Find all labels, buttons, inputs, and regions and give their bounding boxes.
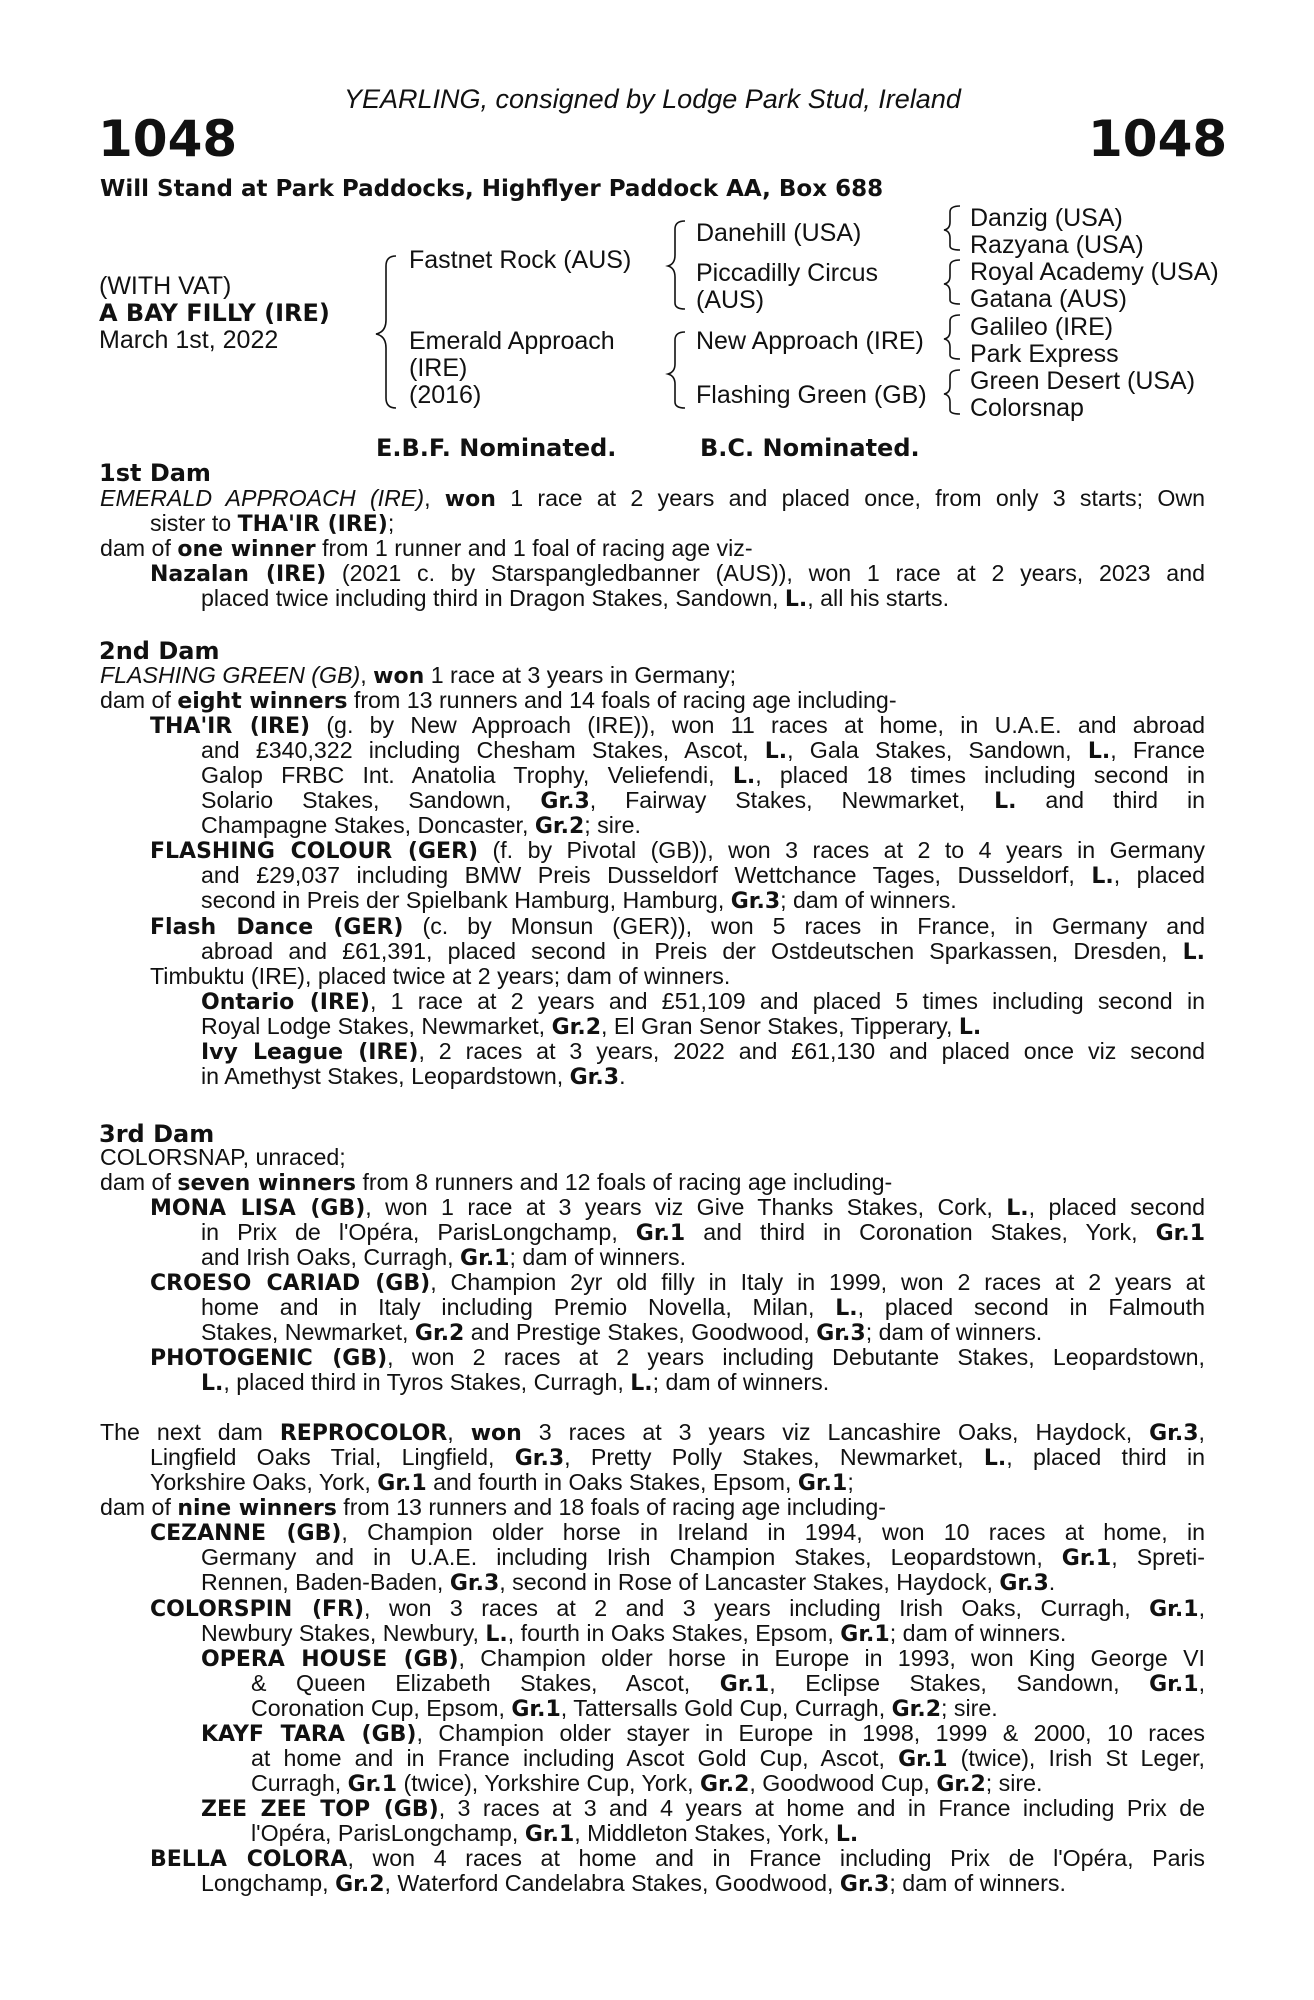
bold-text: L. [630, 1371, 653, 1396]
pedigree-g3-3: Royal Academy (USA) [970, 258, 1219, 286]
bold-text: Gr.1 [1061, 1546, 1112, 1571]
vat-note: (WITH VAT) [99, 272, 232, 300]
text-line [100, 536, 1205, 561]
bold-text: L. [835, 1822, 859, 1847]
text-run: , placed third in Tyros Stakes, Curragh, [223, 1369, 631, 1395]
text-run: and fourth in Oaks Stakes, Epsom, [426, 1469, 798, 1495]
text-line [201, 1570, 1205, 1595]
text-run: , Gala Stakes, Sandown, [787, 737, 1088, 763]
text-run: ; [847, 1469, 854, 1495]
text-run: placed twice including third in Dragon Stakes, Sandown, [201, 585, 785, 611]
ebf-nomination: E.B.F. Nominated. [376, 434, 617, 462]
text-run: (f. by Pivotal (GB)), won 3 races at 2 to 4 years in Germany [478, 837, 1205, 863]
text-run: and Prestige Stakes, Goodwood, [464, 1319, 817, 1345]
bold-text: one winner [177, 537, 316, 562]
text-run: Coronation Cup, Epsom, [251, 1695, 512, 1721]
text-line [100, 1420, 1205, 1445]
bold-text: Gr.1 [797, 1471, 848, 1496]
bold-text: L. [784, 587, 808, 612]
text-run: dam of [100, 535, 178, 561]
text-line [201, 813, 1205, 838]
text-run: , won 3 races at 2 and 3 years including Irish Oaks, Curragh, [364, 1595, 1150, 1621]
text-run: Curragh, [251, 1770, 348, 1796]
foaling-date: March 1st, 2022 [99, 326, 279, 354]
bold-text: L. [1182, 940, 1205, 965]
bold-text: L. [983, 1446, 1007, 1471]
text-run: and third in Coronation Stakes, York, [685, 1219, 1156, 1245]
text-run: , Eclipse Stakes, Sandown, [769, 1670, 1150, 1696]
text-run: and Irish Oaks, Curragh, [201, 1244, 461, 1270]
text-run: & Queen Elizabeth Stakes, Ascot, [251, 1670, 720, 1696]
text-line [100, 663, 1205, 688]
bc-nomination: B.C. Nominated. [700, 434, 920, 462]
text-run: 1 race at 2 years and placed once, from only 3 starts; Own [495, 485, 1205, 511]
text-run: Champagne Stakes, Doncaster, [201, 812, 535, 838]
bold-text: BELLA COLORA [150, 1847, 348, 1872]
bold-text: Gr.2 [534, 814, 585, 839]
text-line [251, 1771, 1205, 1796]
text-run: dam of [100, 1169, 178, 1195]
text-run: , won 4 races at home and in France including Prix de l'Opéra, Paris [347, 1845, 1205, 1871]
bold-text: Gr.2 [699, 1772, 750, 1797]
bold-text: Gr.2 [551, 1015, 601, 1040]
text-run: , placed 18 times including second in [755, 762, 1205, 788]
bold-text: Gr.1 [898, 1747, 948, 1772]
bold-text: CEZANNE (GB) [150, 1521, 342, 1546]
bold-text: CROESO CARIAD (GB) [150, 1271, 431, 1296]
bold-text: THA'IR (IRE) [150, 714, 311, 739]
bold-text: won [470, 1421, 522, 1446]
text-run: , Champion older horse in Ireland in 1994, won 10 races at home, in [341, 1519, 1205, 1545]
pedigree-g3-7: Green Desert (USA) [970, 367, 1196, 395]
bold-text: COLORSPIN (FR) [150, 1597, 365, 1622]
text-run: 3 races at 3 years viz Lancashire Oaks, Haydock, [521, 1419, 1150, 1445]
bold-text: Nazalan (IRE) [150, 562, 327, 587]
text-run: ; sire. [985, 1770, 1043, 1796]
text-run: (c. by Monsun (GER)), won 5 races in France, in Germany and [403, 913, 1205, 939]
text-line [150, 511, 1205, 536]
bold-text: REPROCOLOR [279, 1421, 448, 1446]
bold-text: Flash Dance (GER) [150, 915, 404, 940]
text-run: , placed [1113, 862, 1206, 888]
pedigree-sire-dam-line1: Piccadilly Circus [696, 259, 878, 287]
text-line [150, 1470, 1205, 1495]
heading-2nd-dam: 2nd Dam [99, 637, 220, 665]
text-line [201, 1220, 1205, 1245]
bold-text: KAYF TARA (GB) [201, 1722, 417, 1747]
text-run: at home and in France including Ascot Gold Cup, Ascot, [251, 1745, 899, 1771]
text-run: , [1198, 1670, 1206, 1696]
text-run: from 13 runners and 18 foals of racing age including- [336, 1494, 886, 1520]
text-line [150, 964, 1205, 989]
text-run: ; dam of winners. [889, 1870, 1066, 1896]
text-line [100, 486, 1205, 511]
text-run: , France [1110, 737, 1205, 763]
bold-text: L. [201, 1371, 224, 1396]
bold-text: Gr.3 [569, 1065, 620, 1090]
text-run: Lingfield Oaks Trial, Lingfield, [150, 1444, 515, 1470]
pedigree-g3-4: Gatana (AUS) [970, 285, 1128, 313]
text-run: , El Gran Senor Stakes, Tipperary, [601, 1013, 959, 1039]
text-line [201, 1370, 1205, 1395]
bold-text: Gr.1 [1149, 1597, 1199, 1622]
pedigree-dam-line3: (2016) [409, 381, 482, 409]
text-line [251, 1746, 1205, 1771]
text-run: dam of [100, 687, 178, 713]
text-run: , [360, 662, 374, 688]
text-line [100, 688, 1205, 713]
bold-text: MONA LISA (GB) [150, 1196, 366, 1221]
text-run: , Middleton Stakes, York, [574, 1820, 836, 1846]
bold-text: Gr.1 [460, 1246, 510, 1271]
text-run: , 2 races at 3 years, 2022 and £61,130 and placed once viz second [418, 1038, 1205, 1064]
bold-text: L. [994, 789, 1017, 814]
text-run: , fourth in Oaks Stakes, Epsom, [507, 1620, 841, 1646]
text-run: from 13 runners and 14 foals of racing age including- [347, 687, 897, 713]
bold-text: L. [835, 1296, 858, 1321]
bold-text: Gr.1 [524, 1822, 575, 1847]
text-line [100, 1495, 1205, 1520]
text-line [100, 1170, 1205, 1195]
text-line [201, 763, 1205, 788]
text-line [150, 1846, 1205, 1871]
text-run: and third in [1016, 787, 1206, 813]
text-line [201, 1014, 1205, 1039]
italic-text: EMERALD APPROACH (IRE) [100, 485, 425, 511]
text-run: in Amethyst Stakes, Leopardstown, [201, 1063, 570, 1089]
text-run: , [424, 485, 445, 511]
pedigree-g3-8: Colorsnap [970, 394, 1084, 422]
bold-text: Gr.2 [936, 1772, 986, 1797]
text-run: Rennen, Baden-Baden, [201, 1569, 450, 1595]
text-line [150, 838, 1205, 863]
bold-text: L. [958, 1015, 982, 1040]
text-line [201, 1295, 1205, 1320]
text-run: , Champion older horse in Europe in 1993, won King George VI [458, 1645, 1205, 1671]
text-run: , all his starts. [807, 585, 950, 611]
text-line [201, 863, 1205, 888]
bold-text: Gr.3 [839, 1872, 890, 1897]
bold-text: Gr.1 [719, 1672, 770, 1697]
lot-number-left: 1048 [98, 110, 238, 168]
bold-text: Gr.2 [335, 1872, 385, 1897]
text-run: 1 race at 3 years in Germany; [424, 662, 737, 688]
pedigree-g3-6: Park Express [970, 340, 1119, 368]
bold-text: Gr.3 [1149, 1421, 1199, 1446]
text-run: , Goodwood Cup, [749, 1770, 937, 1796]
text-line [150, 561, 1205, 586]
bold-text: Gr.1 [1155, 1221, 1205, 1246]
text-run: , [447, 1419, 471, 1445]
pedigree-sire-dam-line2: (AUS) [696, 286, 765, 314]
text-run: ; dam of winners. [780, 887, 957, 913]
text-run: Yorkshire Oaks, York, [150, 1469, 378, 1495]
text-run: The next dam [100, 1419, 280, 1445]
text-run: , placed second in Falmouth [857, 1294, 1206, 1320]
text-run: ; sire. [941, 1695, 998, 1721]
bold-text: Gr.3 [449, 1571, 500, 1596]
text-run: , Champion 2yr old filly in Italy in 1999, won 2 races at 2 years at [430, 1269, 1205, 1295]
text-run: , won 1 race at 3 years viz Give Thanks Stakes, Cork, [365, 1194, 1007, 1220]
horse-name: A BAY FILLY (IRE) [99, 299, 330, 327]
text-line [201, 1064, 1205, 1089]
text-line [150, 1445, 1205, 1470]
bold-text: Gr.1 [511, 1697, 561, 1722]
text-line [150, 713, 1205, 738]
italic-text: FLASHING GREEN (GB) [100, 662, 361, 688]
bold-text: Gr.1 [635, 1221, 686, 1246]
text-run: , Fairway Stakes, Newmarket, [589, 787, 995, 813]
lot-number-right: 1048 [1088, 110, 1228, 168]
text-run: , Tattersalls Gold Cup, Curragh, [560, 1695, 892, 1721]
pedigree-g3-5: Galileo (IRE) [970, 313, 1114, 341]
text-line [201, 989, 1205, 1014]
text-run: ; dam of winners. [652, 1369, 830, 1395]
text-run: dam of [100, 1494, 178, 1520]
text-line [251, 1696, 1205, 1721]
text-line [100, 1145, 1205, 1170]
bold-text: Ontario (IRE) [201, 990, 370, 1015]
text-run: (2021 c. by Starspangledbanner (AUS)), won 1 race at 2 years, 2023 and [326, 560, 1205, 586]
bold-text: L. [1006, 1196, 1029, 1221]
text-line [150, 1345, 1205, 1370]
text-run: Newbury Stakes, Newbury, [201, 1620, 486, 1646]
bold-text: PHOTOGENIC (GB) [150, 1346, 388, 1371]
text-line [201, 1721, 1205, 1746]
text-run: , Spreti- [1111, 1544, 1205, 1570]
bold-text: Gr.1 [347, 1772, 398, 1797]
text-line [201, 939, 1205, 964]
text-run: , Pretty Polly Stakes, Newmarket, [564, 1444, 984, 1470]
bold-text: Gr.3 [514, 1446, 565, 1471]
bold-text: nine winners [177, 1496, 337, 1521]
text-line [201, 1320, 1205, 1345]
text-run: COLORSNAP, unraced; [100, 1144, 346, 1170]
text-line [201, 738, 1205, 763]
text-line [201, 1796, 1205, 1821]
bold-text: L. [1091, 864, 1114, 889]
bold-text: eight winners [177, 689, 348, 714]
text-run: (g. by New Approach (IRE)), won 11 races at home, in U.A.E. and abroad [310, 712, 1205, 738]
text-run: second in Preis der Spielbank Hamburg, Hamburg, [201, 887, 731, 913]
consigned-line: YEARLING, consigned by Lodge Park Stud, Ireland [344, 84, 961, 114]
text-run: from 8 runners and 12 foals of racing age including- [356, 1169, 893, 1195]
bold-text: L. [764, 739, 788, 764]
pedigree-dam-sire: New Approach (IRE) [696, 327, 924, 355]
text-run: home and in Italy including Premio Novella, Milan, [201, 1294, 836, 1320]
text-run: , 3 races at 3 and 4 years at home and in France including Prix de [438, 1795, 1206, 1821]
bold-text: OPERA HOUSE (GB) [201, 1647, 459, 1672]
text-line [201, 1621, 1205, 1646]
text-line [150, 1270, 1205, 1295]
bold-text: Gr.2 [414, 1321, 465, 1346]
bold-text: Ivy League (IRE) [201, 1040, 419, 1065]
text-run: Timbuktu (IRE), placed twice at 2 years; dam of winners. [150, 963, 731, 989]
text-line [150, 1520, 1205, 1545]
bold-text: L. [485, 1622, 508, 1647]
text-run: (twice), Yorkshire Cup, York, [397, 1770, 700, 1796]
pedigree-g3-1: Danzig (USA) [970, 204, 1123, 232]
text-run: ; dam of winners. [865, 1319, 1043, 1345]
bold-text: Gr.1 [840, 1622, 890, 1647]
bold-text: won [444, 487, 496, 512]
bold-text: ZEE ZEE TOP (GB) [201, 1797, 439, 1822]
bold-text: won [373, 664, 425, 689]
bold-text: THA'IR (IRE) [237, 512, 388, 537]
text-run: l'Opéra, ParisLongchamp, [251, 1820, 525, 1846]
text-run: , [1198, 1419, 1205, 1445]
text-run: ; dam of winners. [889, 1620, 1067, 1646]
text-line [150, 914, 1205, 939]
text-run: and £340,322 including Chesham Stakes, Ascot, [201, 737, 765, 763]
heading-3rd-dam: 3rd Dam [99, 1120, 215, 1148]
text-run: , [1198, 1595, 1206, 1621]
text-line [150, 1596, 1205, 1621]
pedigree-dam-line1: Emerald Approach [409, 327, 615, 355]
stand-location: Will Stand at Park Paddocks, Highflyer Paddock AA, Box 688 [100, 176, 884, 202]
text-line [150, 1195, 1205, 1220]
bold-text: L. [1087, 739, 1111, 764]
text-run: abroad and £61,391, placed second in Preis der Ostdeutschen Sparkassen, Dresden, [201, 938, 1183, 964]
bold-text: Gr.3 [730, 889, 781, 914]
text-run: , placed third in [1006, 1444, 1205, 1470]
text-line [251, 1821, 1205, 1846]
text-run: , Champion older stayer in Europe in 1998, 1999 & 2000, 10 races [416, 1720, 1205, 1746]
text-run: Longchamp, [201, 1870, 336, 1896]
text-line [201, 1245, 1205, 1270]
bold-text: L. [732, 764, 756, 789]
text-run: Royal Lodge Stakes, Newmarket, [201, 1013, 552, 1039]
text-run: , won 2 races at 2 years including Debutante Stakes, Leopardstown, [387, 1344, 1206, 1370]
text-run: and £29,037 including BMW Preis Dusseldorf Wettchance Tages, Dusseldorf, [201, 862, 1092, 888]
text-run: in Prix de l'Opéra, ParisLongchamp, [201, 1219, 636, 1245]
pedigree-sire-sire: Danehill (USA) [696, 219, 862, 247]
text-run: ; dam of winners. [509, 1244, 687, 1270]
text-line [201, 1039, 1205, 1064]
text-run: Solario Stakes, Sandown, [201, 787, 541, 813]
text-run: Germany and in U.A.E. including Irish Champion Stakes, Leopardstown, [201, 1544, 1062, 1570]
text-run: (twice), Irish St Leger, [947, 1745, 1205, 1771]
text-run: , second in Rose of Lancaster Stakes, Haydock, [499, 1569, 1000, 1595]
text-run: . [1048, 1569, 1056, 1595]
bold-text: FLASHING COLOUR (GER) [150, 839, 479, 864]
text-line [201, 1545, 1205, 1570]
pedigree-g3-2: Razyana (USA) [970, 231, 1144, 259]
text-line [201, 586, 1205, 611]
text-run: ; sire. [584, 812, 641, 838]
text-run: Galop FRBC Int. Anatolia Trophy, Veliefendi, [201, 762, 733, 788]
text-line [201, 1646, 1205, 1671]
text-run: ; [387, 510, 395, 536]
text-run: , Waterford Candelabra Stakes, Goodwood, [384, 1870, 840, 1896]
bold-text: Gr.3 [816, 1321, 866, 1346]
bold-text: Gr.1 [377, 1471, 427, 1496]
text-line [251, 1671, 1205, 1696]
pedigree-dam-dam: Flashing Green (GB) [696, 381, 927, 409]
bold-text: seven winners [177, 1171, 356, 1196]
text-line [201, 1871, 1205, 1896]
pedigree-sire: Fastnet Rock (AUS) [409, 246, 632, 274]
text-line [201, 788, 1205, 813]
bold-text: Gr.3 [999, 1571, 1049, 1596]
pedigree-dam-line2: (IRE) [409, 354, 468, 382]
text-run: sister to [150, 510, 238, 536]
text-run: Stakes, Newmarket, [201, 1319, 415, 1345]
bold-text: Gr.2 [891, 1697, 942, 1722]
bold-text: Gr.1 [1149, 1672, 1199, 1697]
text-run: from 1 runner and 1 foal of racing age viz- [315, 535, 753, 561]
text-run: , placed second [1028, 1194, 1205, 1220]
bold-text: Gr.3 [540, 789, 590, 814]
text-line [201, 888, 1205, 913]
text-run: . [619, 1063, 626, 1089]
heading-1st-dam: 1st Dam [99, 459, 211, 487]
text-run: , 1 race at 2 years and £51,109 and placed 5 times including second in [369, 988, 1206, 1014]
